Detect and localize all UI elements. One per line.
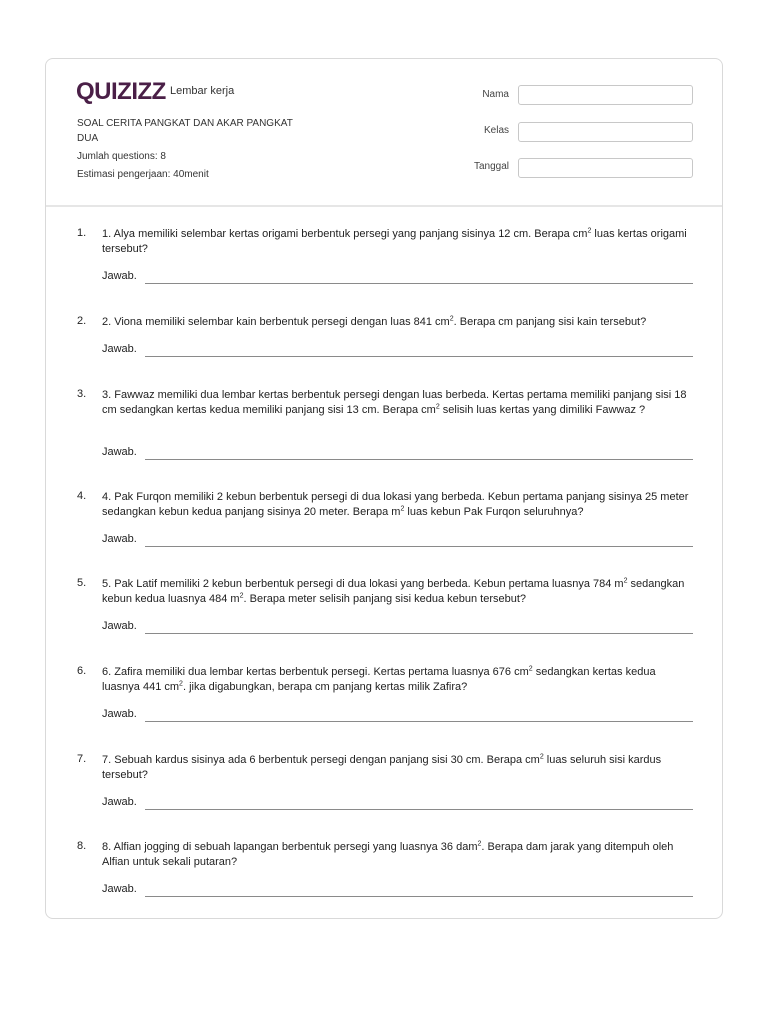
question-number: 5.: [77, 577, 87, 589]
answer-line[interactable]: [145, 356, 693, 357]
question-text-part: luas kebun Pak Furqon seluruhnya?: [404, 506, 584, 518]
question-text: [102, 490, 692, 520]
answer-line[interactable]: [145, 633, 693, 634]
answer-label: Jawab.: [102, 343, 137, 355]
superscript: 2: [623, 577, 628, 585]
time-estimate: Estimasi pengerjaan: 40menit: [77, 169, 209, 180]
superscript: 2: [239, 592, 244, 600]
question-number: 7.: [77, 753, 87, 765]
answer-line[interactable]: [145, 546, 693, 547]
question-number: 3.: [77, 388, 87, 400]
answer-label: Jawab.: [102, 533, 137, 545]
question-text: [102, 227, 692, 257]
superscript: 2: [435, 403, 440, 411]
superscript: 2: [528, 665, 533, 673]
answer-line[interactable]: [145, 896, 693, 897]
question-text: [102, 315, 692, 330]
answer-label: Jawab.: [102, 883, 137, 895]
superscript: 2: [587, 227, 592, 235]
question-number: 6.: [77, 665, 87, 677]
answer-label: Jawab.: [102, 620, 137, 632]
question-text: [102, 388, 692, 418]
answer-line[interactable]: [145, 283, 693, 284]
answer-line[interactable]: [145, 809, 693, 810]
answer-label: Jawab.: [102, 708, 137, 720]
question-text: [102, 577, 692, 607]
class-field[interactable]: [518, 122, 693, 142]
question-number: 1.: [77, 227, 87, 239]
question-text-part: luas seluruh sisi kardus tersebut?: [102, 754, 662, 781]
question-count: Jumlah questions: 8: [77, 151, 166, 162]
question-text-part: luas kertas origami tersebut?: [102, 228, 687, 255]
answer-line[interactable]: [145, 721, 693, 722]
name-field[interactable]: [518, 85, 693, 105]
question-text-part: 7. Sebuah kardus sisinya ada 6 berbentuk persegi dengan panjang sisi 30 cm. Berapa cm: [102, 754, 540, 766]
superscript: 2: [179, 680, 183, 688]
answer-label: Jawab.: [102, 270, 137, 282]
date-label: Tanggal: [473, 161, 509, 172]
superscript: 2: [539, 753, 544, 761]
question-text-part: 4. Pak Furqon memiliki 2 kebun berbentuk persegi di dua lokasi yang berbeda. Kebun pertama panjang sisinya 25 meter sedangkan kebun kedua panjang sisinya 20 meter. Berapa m: [102, 491, 689, 518]
quizizz-logo: QUIZIZZ: [76, 78, 166, 105]
answer-label: Jawab.: [102, 796, 137, 808]
superscript: 2: [400, 505, 405, 513]
name-label: Nama: [482, 89, 509, 100]
question-text: [102, 840, 692, 870]
worksheet-header: [46, 59, 722, 207]
question-text-part: 3. Fawwaz memiliki dua lembar kertas berbentuk persegi dengan luas berbeda. Kertas pertama memiliki panjang sisi 18 cm sedangkan kertas kedua memiliki panjang sisi 13 cm. Berapa cm: [102, 389, 687, 416]
question-text-part: 5. Pak Latif memiliki 2 kebun berbentuk persegi di dua lokasi yang berbeda. Kebun pertama luasnya 784 m: [102, 578, 624, 590]
question-text-part: 2. Viona memiliki selembar kain berbentuk persegi dengan luas 841 cm: [102, 316, 450, 328]
answer-label: Jawab.: [102, 446, 137, 458]
question-text: [102, 753, 692, 783]
class-label: Kelas: [483, 125, 509, 136]
question-text-part: . Berapa meter selisih panjang sisi kedua kebun tersebut?: [243, 593, 527, 605]
worksheet: [45, 58, 723, 919]
question-number: 4.: [77, 490, 87, 502]
question-text-part: . jika digabungkan, berapa cm panjang kertas milik Zafira?: [182, 681, 468, 693]
question-text-part: sedangkan kertas kedua luasnya 441 cm: [102, 666, 656, 693]
question-text-part: . Berapa cm panjang sisi kain tersebut?: [453, 316, 647, 328]
worksheet-type: Lembar kerja: [170, 85, 235, 97]
question-text-part: 6. Zafira memiliki dua lembar kertas berbentuk persegi. Kertas pertama luasnya 676 cm: [102, 666, 529, 678]
question-text-part: selisih luas kertas yang dimiliki Fawwaz ?: [439, 404, 646, 416]
question-text-part: sedangkan kebun kedua luasnya 484 m: [102, 578, 685, 605]
worksheet-title: SOAL CERITA PANGKAT DAN AKAR PANGKAT DUA: [77, 118, 293, 144]
question-text: [102, 665, 692, 695]
superscript: 2: [477, 840, 482, 848]
date-field[interactable]: [518, 158, 693, 178]
question-number: 8.: [77, 840, 87, 852]
superscript: 2: [449, 315, 454, 323]
question-text-part: 8. Alfian jogging di sebuah lapangan berbentuk persegi yang luasnya 36 dam: [102, 841, 478, 853]
question-number: 2.: [77, 315, 87, 327]
answer-line[interactable]: [145, 459, 693, 460]
question-text-part: . Berapa dam jarak yang ditempuh oleh Alfian untuk sekali putaran?: [102, 841, 674, 868]
question-text-part: 1. Alya memiliki selembar kertas origami berbentuk persegi yang panjang sisinya 12 cm. Berapa cm: [102, 228, 588, 240]
